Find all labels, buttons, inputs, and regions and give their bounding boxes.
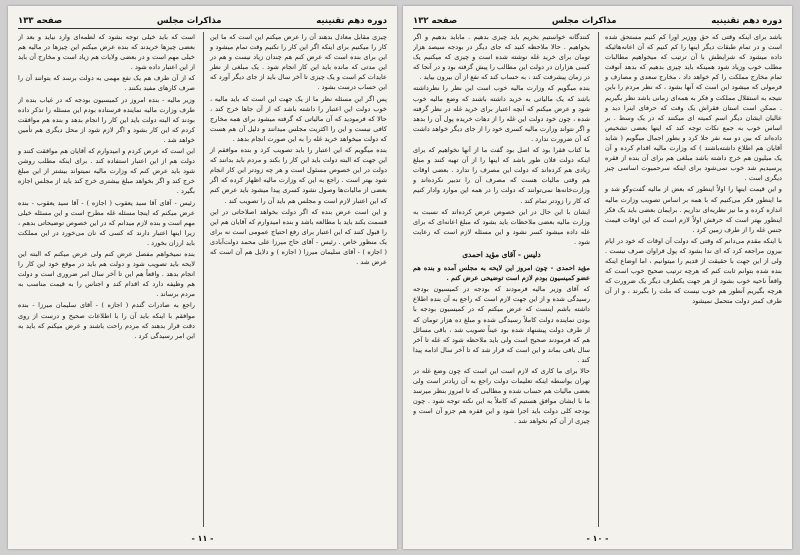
right-page-right-column	[598, 32, 782, 527]
paragraph: راجع به صادرات گندم ( اجازه ) - آقای سلیمان میرزا - بنده موافقم با اینکه باید آن را با اطلاعات صحیح و درست از روی دقت قرار بدهند که مردم راحت باشند و عرض میکنم که باید به این امر رسیدگی کرد .	[18, 301, 195, 340]
left-page	[8, 6, 397, 549]
right-page-columns	[413, 32, 782, 527]
left-page-title: مذاکرات مجلس	[156, 16, 222, 26]
paragraph: کنندگانه خواستیم بخریم باید چیزی بدهیم . ماباید بدهیم و اگر بخواهیم . حالا ملاحظه کنید که جای دیگر در بودجه سیصد هزار تومان برای خرید غله نوشته شده است و چیزی که میکنیم یک کسی هزاران در دولت این مطالب را پیش گرفته بود و در آنجا که در زمان پیشرفت کند ، به حساب کند که نفع از آن بیرون بیاید .	[413, 33, 590, 82]
paragraph: است که باید خیلی توجه بشود که لطمه‌ای وارد نیاید و بعد از بعضی چیزها خریدند که بنده عرض میکنم این چیزها در مالیه هم خیلی مهم است و در بعضی ولایات هم زیاد است و مخارج آن باید از این اعتبار داده شود .	[18, 33, 195, 72]
paragraph: وزیر مالیه - بنده امروز در کمیسیون بودجه که در غیاب بنده از طرف وزارت مالیه نماینده فرستاده بودم این مسئله را تذکر داده بودند که البته دولت باید این کار را انجام بدهد و بنده هم موافقت کردم که این کار بشود و اگر لازم شود از محل دیگری هم تأمین خواهد شد .	[18, 95, 195, 144]
paragraph: و این قیمت اینها را اولاً اینطور که بعض از مالیه گفت‌وگو شد و ما اینطور فکر می‌کنیم که با همه بر اساس تصویب وزارت مالیه اندازه کرده و ما نیز نظریه‌ای نداریم . برایمان بعضی باید یک فکر اینطور بهتر است که حرفش اولاً لازم است که این اوقات قیمت جنس غله را از طرف زمین کرد .	[605, 185, 782, 234]
paragraph: بنده میگویم که این اعتبار را باید تصویب کرد و بنده موافقم از این جهت که البته دولت باید این کار را بکند و مردم باید بدانند که دولت در این خصوص مسئول است و هر چه زودتر این کار انجام شود بهتر است . راجع به این که وزارت مالیه اظهار کرده که اگر بعضی از مالیات‌ها وصول نشود کسری پیدا میشود باید عرض کنم که این اعتبار لازم است و مجلس هم باید آن را تصویب کند .	[210, 146, 387, 205]
paragraph: و این است عرض بنده که اگر دولت بخواهد اصلاحاتی در این قسمت بکند باید با مطالعه باشد و بنده امیدوارم که آقایان هم این را قبول کنند که این اعتبار برای رفع احتیاج عمومی است نه برای یک منظور خاص . رئیس - آقای حاج میرزا علی محمد دولت‌آبادی ( اجازه ) - آقای سلیمان میرزا ( اجازه ) و دلایل هم آن است که عرض شد .	[210, 207, 387, 267]
right-page	[403, 6, 792, 549]
paragraph: ایشان با این حال در این خصوص عرض کرده‌اند که نسبت به وزارت مالیه بعضی ملاحظات باید بشود که مبلغ اعانه‌ای که برای غله داده میشود کسر نشود و این مسئله لازم است که رعایت شود .	[413, 207, 590, 246]
right-page-header	[413, 14, 782, 29]
left-page-right-column	[203, 32, 387, 527]
paragraph: باشد برای اینکه وقتی که حق ووزیر اورا کم کنیم مستحق شده است و در تمام طبقات دیگر اینها را کم کنیم که آن اعانه‌هائیکه داده میشود که شرایطش با آن ترتیب که میخواهیم مطالبات مطلب خوب وزیاد شود همینکه باید چیزی بدهیم که بدهد آنوقت تمام مخارج مملکت را کم خواهد داد ، مخارج سعدی و مصارف و فرمولی که میشود این است که آنها بشود ، که نظر مردم را باین نتیجه به استقلال مملکت و فکر به همه‌ای زمانی باشد نظر بگیریم . ممکن است استان فقراش یک وقت که حرفای اینرا دید و عالیان ایشان دیگر اسم کمیته ای میکنند که در یک وسط . بر اساس خوب به جمع نکات توجه کند که اینها بعضی تشخیص داده‌اند که بین دو سه نفر حلا کرد و بطور اجمال میگویم ( شاید آقایان هم اطلاع داشته‌باشند ) که وزارت مالیه اقدام کرده و آن یک میلیون هم خرج داشته باشد مبلغی هم برای آن بنده از فقره پرسیدیم شد خوب نمی‌شود برای اینکه سرحمیوت اساسی چیز دیگری است .	[605, 33, 782, 183]
left-page-session: دوره دهم تقنینیه	[316, 16, 387, 26]
left-page-folio: - ۱۱ -	[191, 534, 214, 543]
paragraph: ما کتاب فقرا بود که اصل بود گفت ما از آنها نخواهیم که برای اینکه دولت فلان طور باشد که اینها را از آن تهیه کنند و مبلغ زیادی هم کرده‌اند که دولت این مصرف را ندارد . بعضی اوقات هم وقتی مالیات هست که مصرف آن را تدبیر نکرده‌اند و وزارت‌خانه‌ها نمی‌توانند که دولت را در همه این موارد وادار کنیم که کار را زودتر تمام کند .	[413, 146, 590, 205]
right-page-title: مذاکرات مجلس	[551, 16, 617, 26]
paragraph: بنده نمیخواهم مفصل عرض کنم ولی عرض میکنم که البته این لایحه باید تصویب شود و دولت هم باید در موقع خود این کار را انجام بدهد . واقعاً هم این تا آخر سال امر ضروری است و دولت هم وظیفه دارد که اقدام کند و اجناس را به قیمت مناسب به مردم برساند .	[18, 249, 195, 299]
paragraph: این است که عرض کردم و امیدوارم که آقایان هم موافقت کنند و دولت هم از این اعتبار استفاده کند . برای اینکه مطلب روشن شود باید عرض کنم که وزارت مالیه نمیتواند بیشتر از این مبلغ خرج کند و اگر بخواهد مبلغ بیشتری خرج کند باید از مجلس اجازه بگیرد .	[18, 147, 195, 196]
paragraph: رئیس - آقای آقا سید یعقوب ( اجازه ) - آقا سید یعقوب - بنده عرض میکنم که اینجا مسئله غله مطرح است و این مسئله خیلی مهم است و بنده لازم میدانم که در این خصوص توضیحاتی بدهم ، زیرا اینها اعتبار دارند که کسی که نان می‌خورد در این مملکت باید ارزان بخورد .	[18, 198, 195, 247]
book-spread	[8, 6, 792, 549]
left-page-columns	[18, 32, 387, 527]
paragraph: حالا برای ما کاری که لازم است این است که چون وضع غله در تهران بواسطه اینکه تعلیمات دولت راجع به آن زیادتر است ولی بعضی مالیات هم حساب شده و مطالبی که تا امروز بنظر میرسد ما با ایشان موافق هستیم که کاملاً به این نکته توجه شود . چون بودجه کلی دولت باید اجرا شود و این فقره هم جزو آن است و چیزی از آن کم نخواهد شد .	[413, 367, 590, 426]
paragraph: چیزی مقابل معادل بدهند آن را عرض میکنم این است که ما این کار را میکنیم برای اینکه اگر این کار را نکنیم وقت تمام میشود و این برای بنده است که عرض کنم هم چندان زیاد نیست و هم در این مدتی که مانده باید این کار انجام شود . یک مبلغی از نظر عایدات کم است و یک چیزی تا آخر سال باید از جای دیگر آورد که این حساب درست بشود .	[210, 33, 387, 92]
paragraph: که از آن طرف هم یک نفع مهمی به دولت برسد که بتوانند آن را صرف کارهای مفید بکنند .	[18, 74, 195, 93]
right-page-page-number: صفحه ۱۳۲	[413, 16, 458, 26]
left-page-left-column	[18, 32, 195, 527]
right-page-folio: - ۱۰ -	[586, 534, 609, 543]
left-page-header	[18, 14, 387, 29]
left-page-page-number: صفحه ۱۳۳	[18, 16, 63, 26]
speaker-paragraph: مؤید احمدی - چون امروز این لایحه به مجلس آمده و بنده هم عضو کمیسیون بودم لازم است توضیحی عرض کنم .	[413, 264, 590, 283]
right-page-left-column	[413, 32, 590, 527]
right-page-session: دوره دهم تقنینیه	[711, 16, 782, 26]
paragraph: پس اگر این مسئله نظر ما از یک جهت این است که باید مالیه ، خوب دولت این اعتبار را داشته باشد که از آن جاها خرج کند ، حالا که فرمودید که آن مالیاتی که گرفته میشود برای همه مخارج کافی نیست و این را اکثریت مجلس میدانند و دلیل آن هم هست که دولت میخواهد خرید غله را به این صورت انجام بدهد .	[210, 94, 387, 143]
paragraph: با اینکه مقدم می‌دانم که وقتی که دولت آن اوقات که خود در ایام بیرون مراجعه کرد که ای ندا بشود که پول فراوان صرف نیست . ولی از این جهت با حقیقت از قدیم را میتوانیم ، اما اوضاع اینکه بنده شده بتوانم ثابت کنم که هرچه ترتیب صحیح خوب است که واقعاً ناحیه خوب بشود از هر جهت یکطرف دیگر یک ضرورت که هرچه بگیریم آنطور هم خوب نیست که ملت را بگیرند ، و از آن طرف کمتر دولت متحمل نمیشود	[605, 236, 782, 306]
paragraph: بنده میگویم که وزارت مالیه خوب است این نظر را نظرداشته باشد که یک مالیاتی به خرید داشته باشند که وضع مالیه خوب شود و عرض میکنم که آنچه اعتبار برای خرید غله در نظر گرفته شده ، چون خود دولت این غله را از دهات خریده پول آن را بدهد و اگر نتواند وزارت مالیه کسری خود را از جای دیگر خواهد داشت که آن ضرورت ندارد .	[413, 84, 590, 143]
speaker-heading: دلیس - آقای مؤید احمدی	[462, 249, 541, 259]
paragraph: که آقای وزیر مالیه فرمودند که بودجه در کمیسیون بودجه رسیدگی شده و از این جهت لازم است که راجع به آن بنده اطلاع داشته باشم اینست که عرض میکنم که در کمیسیون بودجه با بودن نماینده دولت کاملاً رسیدگی شده و مبلغ ده هزار تومان که از طرف دولت پیشنهاد شده بود عیناً تصویب شد ، باقی مسائل هم که فرمودند صحیح است ولی باید ملاحظه شود که غله تا آخر سال باقی بماند و این است که قرار شد که تا آخر سال ادامه پیدا کند .	[413, 285, 590, 364]
